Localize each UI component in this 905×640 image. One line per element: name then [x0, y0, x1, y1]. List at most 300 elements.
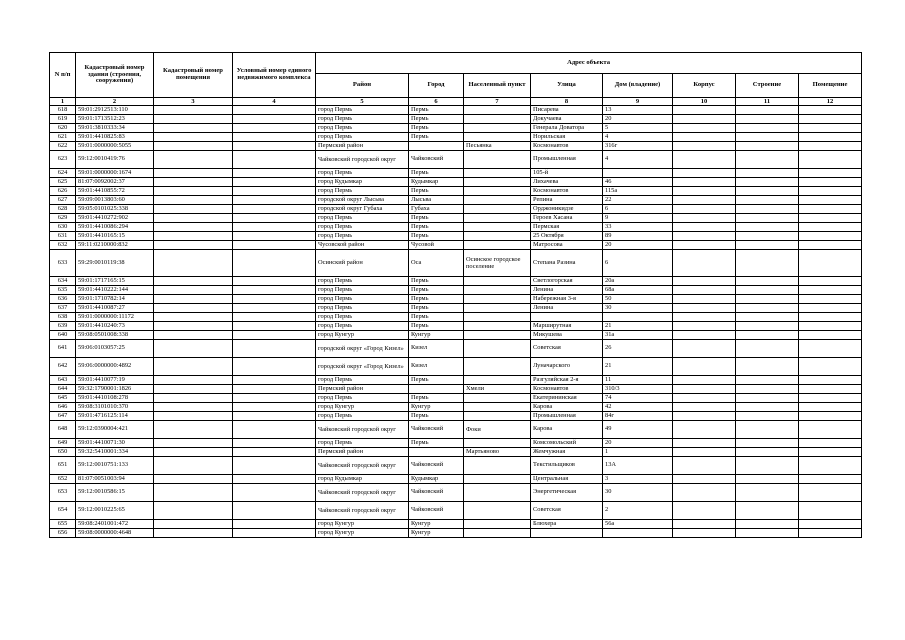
house-cell: 46: [603, 178, 673, 187]
settlement-cell: Фоки: [464, 421, 531, 439]
row-number: 648: [50, 421, 76, 439]
block-cell: [673, 529, 736, 538]
table-row: [50, 448, 862, 457]
table-row: [50, 205, 862, 214]
block-cell: [673, 223, 736, 232]
header-settlement: Населенный пункт: [464, 74, 531, 98]
district-cell: город Пермь: [316, 115, 409, 124]
street-cell: Героев Хасана: [531, 214, 603, 223]
room-cadastral-cell: [154, 115, 233, 124]
room-cell: [799, 286, 862, 295]
table-row: [50, 385, 862, 394]
settlement-cell: [464, 376, 531, 385]
conditional-number-cell: [233, 394, 316, 403]
district-cell: город Пермь: [316, 124, 409, 133]
block-cell: [673, 403, 736, 412]
cadastral-number: 59:05:0101025:338: [76, 205, 154, 214]
room-cell: [799, 115, 862, 124]
district-cell: город Кудымкар: [316, 178, 409, 187]
street-cell: Карова: [531, 403, 603, 412]
city-cell: Чусовой: [409, 241, 464, 250]
settlement-cell: [464, 241, 531, 250]
street-cell: Генерала Доватора: [531, 124, 603, 133]
block-cell: [673, 385, 736, 394]
room-cadastral-cell: [154, 205, 233, 214]
city-cell: [409, 448, 464, 457]
column-number: 7: [464, 98, 531, 106]
conditional-number-cell: [233, 115, 316, 124]
room-cell: [799, 196, 862, 205]
table-row: [50, 403, 862, 412]
cadastral-number: 59:01:4410086:294: [76, 223, 154, 232]
house-cell: 310/3: [603, 385, 673, 394]
row-number: 630: [50, 223, 76, 232]
city-cell: Пермь: [409, 214, 464, 223]
house-cell: 42: [603, 403, 673, 412]
building-cell: [736, 133, 799, 142]
house-cell: 74: [603, 394, 673, 403]
table-row: [50, 277, 862, 286]
house-cell: 68а: [603, 286, 673, 295]
conditional-number-cell: [233, 475, 316, 484]
cadastral-number: 59:01:4410108:278: [76, 394, 154, 403]
house-cell: 6: [603, 250, 673, 277]
table-row: [50, 151, 862, 169]
room-cell: [799, 520, 862, 529]
row-number: 638: [50, 313, 76, 322]
building-cell: [736, 331, 799, 340]
room-cell: [799, 403, 862, 412]
house-cell: 56а: [603, 520, 673, 529]
room-cell: [799, 358, 862, 376]
conditional-number-cell: [233, 187, 316, 196]
room-cadastral-cell: [154, 250, 233, 277]
house-cell: 4: [603, 151, 673, 169]
settlement-cell: [464, 394, 531, 403]
room-cadastral-cell: [154, 439, 233, 448]
header-house: Дом (владение): [603, 74, 673, 98]
building-cell: [736, 394, 799, 403]
conditional-number-cell: [233, 214, 316, 223]
conditional-number-cell: [233, 151, 316, 169]
table-row: [50, 520, 862, 529]
row-number: 654: [50, 502, 76, 520]
building-cell: [736, 475, 799, 484]
house-cell: [603, 529, 673, 538]
block-cell: [673, 115, 736, 124]
city-cell: Пермь: [409, 187, 464, 196]
city-cell: Кизел: [409, 340, 464, 358]
house-cell: 89: [603, 232, 673, 241]
row-number: 637: [50, 304, 76, 313]
district-cell: Чусовской район: [316, 241, 409, 250]
district-cell: Пермский район: [316, 142, 409, 151]
city-cell: Кудымкар: [409, 178, 464, 187]
cadastral-number: 59:06:0103057:25: [76, 340, 154, 358]
settlement-cell: [464, 322, 531, 331]
room-cell: [799, 484, 862, 502]
row-number: 639: [50, 322, 76, 331]
row-number: 642: [50, 358, 76, 376]
row-number: 647: [50, 412, 76, 421]
building-cell: [736, 205, 799, 214]
conditional-number-cell: [233, 286, 316, 295]
street-cell: Блюхера: [531, 520, 603, 529]
row-number: 626: [50, 187, 76, 196]
room-cadastral-cell: [154, 394, 233, 403]
room-cadastral-cell: [154, 151, 233, 169]
table-row: [50, 115, 862, 124]
row-number: 624: [50, 169, 76, 178]
conditional-number-cell: [233, 142, 316, 151]
street-cell: Лихачева: [531, 178, 603, 187]
city-cell: [409, 385, 464, 394]
table-row: [50, 178, 862, 187]
conditional-number-cell: [233, 223, 316, 232]
house-cell: 30: [603, 304, 673, 313]
building-cell: [736, 448, 799, 457]
city-cell: Чайковский: [409, 502, 464, 520]
cadastral-number: 59:29:0010119:38: [76, 250, 154, 277]
cadastral-number: 59:01:1713512:23: [76, 115, 154, 124]
row-number: 636: [50, 295, 76, 304]
block-cell: [673, 358, 736, 376]
building-cell: [736, 250, 799, 277]
district-cell: город Пермь: [316, 295, 409, 304]
block-cell: [673, 340, 736, 358]
column-number: 3: [154, 98, 233, 106]
conditional-number-cell: [233, 178, 316, 187]
house-cell: 4: [603, 133, 673, 142]
block-cell: [673, 295, 736, 304]
block-cell: [673, 520, 736, 529]
building-cell: [736, 304, 799, 313]
conditional-number-cell: [233, 502, 316, 520]
cadastral-number: 59:32:1790001:1826: [76, 385, 154, 394]
conditional-number-cell: [233, 520, 316, 529]
district-cell: город Кудымкар: [316, 475, 409, 484]
room-cadastral-cell: [154, 475, 233, 484]
conditional-number-cell: [233, 421, 316, 439]
district-cell: Осинский район: [316, 250, 409, 277]
street-cell: Энергетическая: [531, 484, 603, 502]
district-cell: город Кунгур: [316, 331, 409, 340]
settlement-cell: [464, 277, 531, 286]
room-cadastral-cell: [154, 295, 233, 304]
street-cell: Разгуляйская 2-я: [531, 376, 603, 385]
street-cell: 25 Октября: [531, 232, 603, 241]
building-cell: [736, 124, 799, 133]
room-cadastral-cell: [154, 106, 233, 115]
block-cell: [673, 178, 736, 187]
table-row: [50, 340, 862, 358]
building-cell: [736, 340, 799, 358]
street-cell: Писарева: [531, 106, 603, 115]
street-cell: Космонавтов: [531, 385, 603, 394]
street-cell: Степана Разина: [531, 250, 603, 277]
room-cell: [799, 223, 862, 232]
table-row: [50, 304, 862, 313]
cadastral-number: 59:01:4716125:114: [76, 412, 154, 421]
street-cell: Текстильщиков: [531, 457, 603, 475]
district-cell: Чайковский городской округ: [316, 421, 409, 439]
building-cell: [736, 313, 799, 322]
house-cell: 20: [603, 241, 673, 250]
house-cell: 22: [603, 196, 673, 205]
block-cell: [673, 205, 736, 214]
row-number: 635: [50, 286, 76, 295]
city-cell: Кунгур: [409, 520, 464, 529]
block-cell: [673, 214, 736, 223]
settlement-cell: Осинское городское поселение: [464, 250, 531, 277]
header-building: Строение: [736, 74, 799, 98]
row-number: 629: [50, 214, 76, 223]
district-cell: город Пермь: [316, 412, 409, 421]
city-cell: Чайковский: [409, 457, 464, 475]
block-cell: [673, 286, 736, 295]
room-cadastral-cell: [154, 313, 233, 322]
row-number: 640: [50, 331, 76, 340]
column-number: 4: [233, 98, 316, 106]
city-cell: Пермь: [409, 286, 464, 295]
settlement-cell: [464, 502, 531, 520]
cadastral-number: 59:01:1710782:14: [76, 295, 154, 304]
block-cell: [673, 169, 736, 178]
building-cell: [736, 358, 799, 376]
city-cell: Пермь: [409, 412, 464, 421]
room-cadastral-cell: [154, 376, 233, 385]
header-cad-room: Кадастровый номер помещения: [154, 53, 233, 98]
room-cell: [799, 304, 862, 313]
district-cell: город Пермь: [316, 214, 409, 223]
room-cell: [799, 187, 862, 196]
settlement-cell: [464, 484, 531, 502]
table-row: [50, 133, 862, 142]
city-cell: Чайковский: [409, 484, 464, 502]
settlement-cell: Хмели: [464, 385, 531, 394]
table-row: [50, 250, 862, 277]
row-number: 619: [50, 115, 76, 124]
room-cadastral-cell: [154, 241, 233, 250]
street-cell: 105-й: [531, 169, 603, 178]
conditional-number-cell: [233, 412, 316, 421]
room-cell: [799, 394, 862, 403]
block-cell: [673, 187, 736, 196]
district-cell: город Пермь: [316, 169, 409, 178]
row-number: 641: [50, 340, 76, 358]
city-cell: Пермь: [409, 106, 464, 115]
street-cell: Комсомольский: [531, 439, 603, 448]
row-number: 625: [50, 178, 76, 187]
street-cell: Жемчужная: [531, 448, 603, 457]
column-number-row: [50, 98, 862, 106]
district-cell: городской округ Губаха: [316, 205, 409, 214]
city-cell: Чайковский: [409, 421, 464, 439]
room-cell: [799, 448, 862, 457]
city-cell: Кунгур: [409, 529, 464, 538]
city-cell: Пермь: [409, 232, 464, 241]
house-cell: 11: [603, 376, 673, 385]
building-cell: [736, 187, 799, 196]
table-row: [50, 529, 862, 538]
street-cell: Ленина: [531, 304, 603, 313]
settlement-cell: [464, 331, 531, 340]
conditional-number-cell: [233, 304, 316, 313]
block-cell: [673, 412, 736, 421]
cadastral-number: 59:01:2912513:110: [76, 106, 154, 115]
row-number: 646: [50, 403, 76, 412]
conditional-number-cell: [233, 250, 316, 277]
block-cell: [673, 448, 736, 457]
city-cell: Пермь: [409, 295, 464, 304]
column-number: 11: [736, 98, 799, 106]
room-cadastral-cell: [154, 277, 233, 286]
table-row: [50, 421, 862, 439]
table-row: [50, 106, 862, 115]
header-city: Город: [409, 74, 464, 98]
building-cell: [736, 421, 799, 439]
district-cell: город Кунгур: [316, 529, 409, 538]
conditional-number-cell: [233, 385, 316, 394]
column-number: 8: [531, 98, 603, 106]
room-cell: [799, 178, 862, 187]
room-cell: [799, 124, 862, 133]
conditional-number-cell: [233, 484, 316, 502]
house-cell: 9: [603, 214, 673, 223]
street-cell: Микушева: [531, 331, 603, 340]
district-cell: город Пермь: [316, 232, 409, 241]
column-number: 9: [603, 98, 673, 106]
street-cell: Марширутная: [531, 322, 603, 331]
room-cadastral-cell: [154, 502, 233, 520]
building-cell: [736, 151, 799, 169]
cadastral-number: 59:01:0000000:11172: [76, 313, 154, 322]
registry-sheet: [49, 52, 861, 538]
district-cell: Чайковский городской округ: [316, 151, 409, 169]
district-cell: город Пермь: [316, 187, 409, 196]
city-cell: Пермь: [409, 124, 464, 133]
conditional-number-cell: [233, 124, 316, 133]
row-number: 622: [50, 142, 76, 151]
house-cell: 1: [603, 448, 673, 457]
block-cell: [673, 304, 736, 313]
house-cell: 13А: [603, 457, 673, 475]
street-cell: Екатерининская: [531, 394, 603, 403]
conditional-number-cell: [233, 169, 316, 178]
cadastral-number: 59:01:3810333:34: [76, 124, 154, 133]
block-cell: [673, 394, 736, 403]
settlement-cell: [464, 295, 531, 304]
row-number: 628: [50, 205, 76, 214]
city-cell: Пермь: [409, 376, 464, 385]
district-cell: город Пермь: [316, 133, 409, 142]
street-cell: Светлогорская: [531, 277, 603, 286]
conditional-number-cell: [233, 448, 316, 457]
settlement-cell: [464, 412, 531, 421]
cadastral-number: 59:12:0010586:15: [76, 484, 154, 502]
room-cell: [799, 151, 862, 169]
conditional-number-cell: [233, 295, 316, 304]
street-cell: Докучаева: [531, 115, 603, 124]
room-cell: [799, 295, 862, 304]
district-cell: Пермский район: [316, 385, 409, 394]
house-cell: 31а: [603, 331, 673, 340]
room-cadastral-cell: [154, 331, 233, 340]
settlement-cell: [464, 115, 531, 124]
room-cadastral-cell: [154, 322, 233, 331]
room-cadastral-cell: [154, 142, 233, 151]
building-cell: [736, 322, 799, 331]
room-cadastral-cell: [154, 232, 233, 241]
row-number: 627: [50, 196, 76, 205]
district-cell: город Пермь: [316, 313, 409, 322]
row-number: 623: [50, 151, 76, 169]
cadastral-number: 59:01:4410825:83: [76, 133, 154, 142]
room-cadastral-cell: [154, 304, 233, 313]
row-number: 653: [50, 484, 76, 502]
room-cadastral-cell: [154, 457, 233, 475]
table-row: [50, 196, 862, 205]
settlement-cell: Песьянка: [464, 142, 531, 151]
building-cell: [736, 214, 799, 223]
building-cell: [736, 223, 799, 232]
room-cadastral-cell: [154, 421, 233, 439]
room-cadastral-cell: [154, 448, 233, 457]
table-row: [50, 286, 862, 295]
cadastral-number: 59:01:4410071:30: [76, 439, 154, 448]
district-cell: город Пермь: [316, 376, 409, 385]
conditional-number-cell: [233, 439, 316, 448]
block-cell: [673, 106, 736, 115]
row-number: 644: [50, 385, 76, 394]
building-cell: [736, 178, 799, 187]
city-cell: Пермь: [409, 115, 464, 124]
settlement-cell: [464, 178, 531, 187]
room-cadastral-cell: [154, 358, 233, 376]
conditional-number-cell: [233, 457, 316, 475]
district-cell: город Пермь: [316, 304, 409, 313]
block-cell: [673, 475, 736, 484]
street-cell: Советская: [531, 502, 603, 520]
room-cadastral-cell: [154, 124, 233, 133]
settlement-cell: [464, 304, 531, 313]
room-cell: [799, 385, 862, 394]
block-cell: [673, 277, 736, 286]
district-cell: город Кунгур: [316, 403, 409, 412]
table-row: [50, 502, 862, 520]
district-cell: город Пермь: [316, 439, 409, 448]
room-cell: [799, 475, 862, 484]
cadastral-number: 59:12:0010751:133: [76, 457, 154, 475]
block-cell: [673, 376, 736, 385]
room-cadastral-cell: [154, 529, 233, 538]
cadastral-number: 59:01:4410077:19: [76, 376, 154, 385]
room-cell: [799, 412, 862, 421]
street-cell: Космонавтов: [531, 187, 603, 196]
street-cell: Луначарского: [531, 358, 603, 376]
house-cell: 5: [603, 124, 673, 133]
row-number: 652: [50, 475, 76, 484]
row-number: 651: [50, 457, 76, 475]
room-cell: [799, 169, 862, 178]
block-cell: [673, 142, 736, 151]
room-cell: [799, 232, 862, 241]
cadastral-number: 59:09:0013803:60: [76, 196, 154, 205]
table-row: [50, 331, 862, 340]
room-cadastral-cell: [154, 178, 233, 187]
row-number: 643: [50, 376, 76, 385]
conditional-number-cell: [233, 376, 316, 385]
